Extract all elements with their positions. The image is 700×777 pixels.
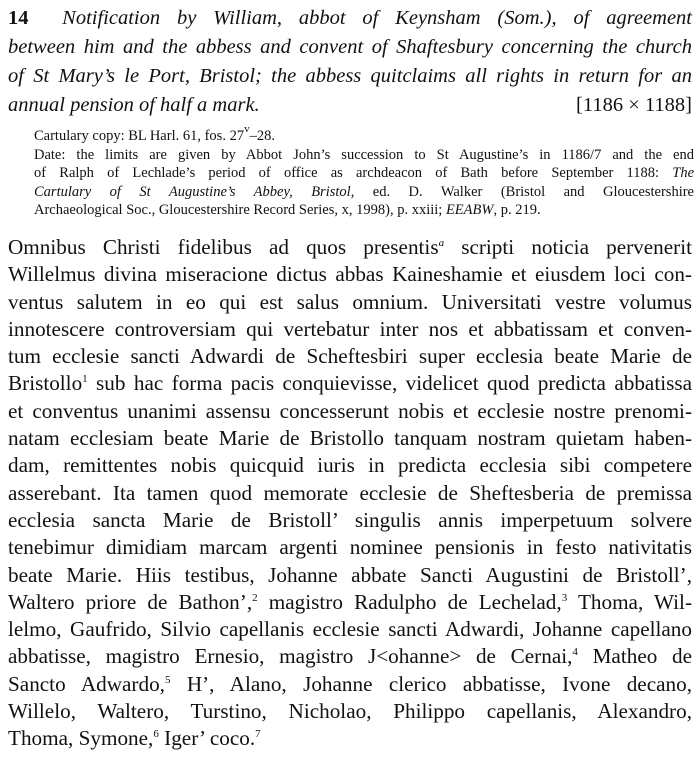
text-line: Willelo, Waltero, Turstino, Nicholao, Philippo capellanis, Alexandro, <box>8 699 692 724</box>
heading-line: of St Mary’s le Port, Bristol; the abbess quitclaims all rights in return for an <box>8 65 692 87</box>
text-line: Sancto Adwardo,$^5$ H’, Alano, Johanne clerico abbatisse, Ivone decano, <box>8 671 692 696</box>
text-line: natam ecclesiam beate Marie de Bristollo tanquam nostram quietam haben- <box>8 426 692 451</box>
text-line: Willelmus divina miseracione dictus abbas Kaineshamie et eiusdem loci con- <box>8 262 692 287</box>
text-line: Waltero priore de Bathon’,$^2$ magistro Radulpho de Lechelad,$^3$ Thoma, Wil- <box>8 589 693 614</box>
footnote-marker: 4 <box>572 646 578 659</box>
cartulary-copy-note: Cartulary copy: BL Harl. 61, fos. 27$^v$–28. <box>34 123 275 144</box>
document-number: 14 <box>8 7 29 29</box>
footnote-marker: 5 <box>164 673 171 686</box>
editorial-notes <box>34 123 694 220</box>
heading-line: annual pension of half a mark. [1186 × 1188] <box>8 91 692 120</box>
date-note-line: Archaeological Soc., Gloucestershire Record Series, x, 1998), p. xxiii; EEABW, p. 219. <box>34 202 541 219</box>
text-line: lelmo, Gaufrido, Silvio capellanis ecclesie sancti Adwardi, Johanne capellano <box>8 617 692 642</box>
heading-line: 14 Notification by William, abbot of Keynsham (Som.), of agreement <box>8 7 692 29</box>
text-line: tenebimur dimidiam marcam argenti nominee pensionis in festo nativitatis <box>8 535 692 560</box>
text-line: Thoma, Symone,$^6$ Iger’ coco.$^7$ <box>8 726 261 751</box>
heading-line: between him and the abbess and convent of Shaftesbury concerning the church <box>8 36 692 58</box>
footnote-marker: 6 <box>153 728 159 741</box>
text-line: tum ecclesie sancti Adwardi de Scheftesbiri super ecclesia beate Marie de <box>8 344 692 369</box>
text-line: beate Marie. Hiis testibus, Johanne abbate Sancti Augustini de Bristoll’, <box>8 562 692 587</box>
date-note-line: Date: the limits are given by Abbot John’s succession to St Augustine’s in 1186/7 and the end <box>34 146 694 163</box>
text-line: abbatisse, magistro Ernesio, magistro J<ohanne> de Cernai,$^4$ Matheo de <box>8 644 692 669</box>
document-heading <box>8 4 692 120</box>
text-line: et conventus unanimi assensu concesserunt nobis et ecclesie nostre prenomi- <box>8 398 692 423</box>
date-note-line: of Ralph of Lechlade’s period of office as archdeacon of Bath before September 1188: The <box>34 165 694 182</box>
text-line: Omnibus Christi fidelibus ad quos presentis$^a$ scripti noticia pervenerit <box>8 235 692 259</box>
text-line: innotescere controversiam qui vertebatur inter nos et abbatissam et conven- <box>8 316 692 341</box>
document-date: [1186 × 1188] <box>576 94 692 116</box>
text-line: ecclesia sancta Marie de Bristoll’ singulis annis imperpetuum solvere <box>8 507 692 532</box>
date-note-line: Cartulary of St Augustine’s Abbey, Bristol, ed. D. Walker (Bristol and Gloucestershire <box>34 183 694 200</box>
footnote-marker: 1 <box>82 373 88 386</box>
text-line: asserebant. Ita tamen quod memorate ecclesie de Sheftesberia de premissa <box>8 480 692 505</box>
footnote-marker: 3 <box>561 591 568 604</box>
text-line: Bristollo$^1$ sub hac forma pacis conquievisse, videlicet quod predicta abbatissa <box>8 371 692 396</box>
footnote-marker: 7 <box>255 728 261 741</box>
charter-text <box>8 234 692 753</box>
footnote-marker: 2 <box>252 591 258 604</box>
text-line: dam, remittentes nobis quicquid iuris in predicta ecclesia sibi competere <box>8 453 692 478</box>
text-line: ventus salutem in eo qui est salus omnium. Universitati vestre volumus <box>8 289 692 314</box>
